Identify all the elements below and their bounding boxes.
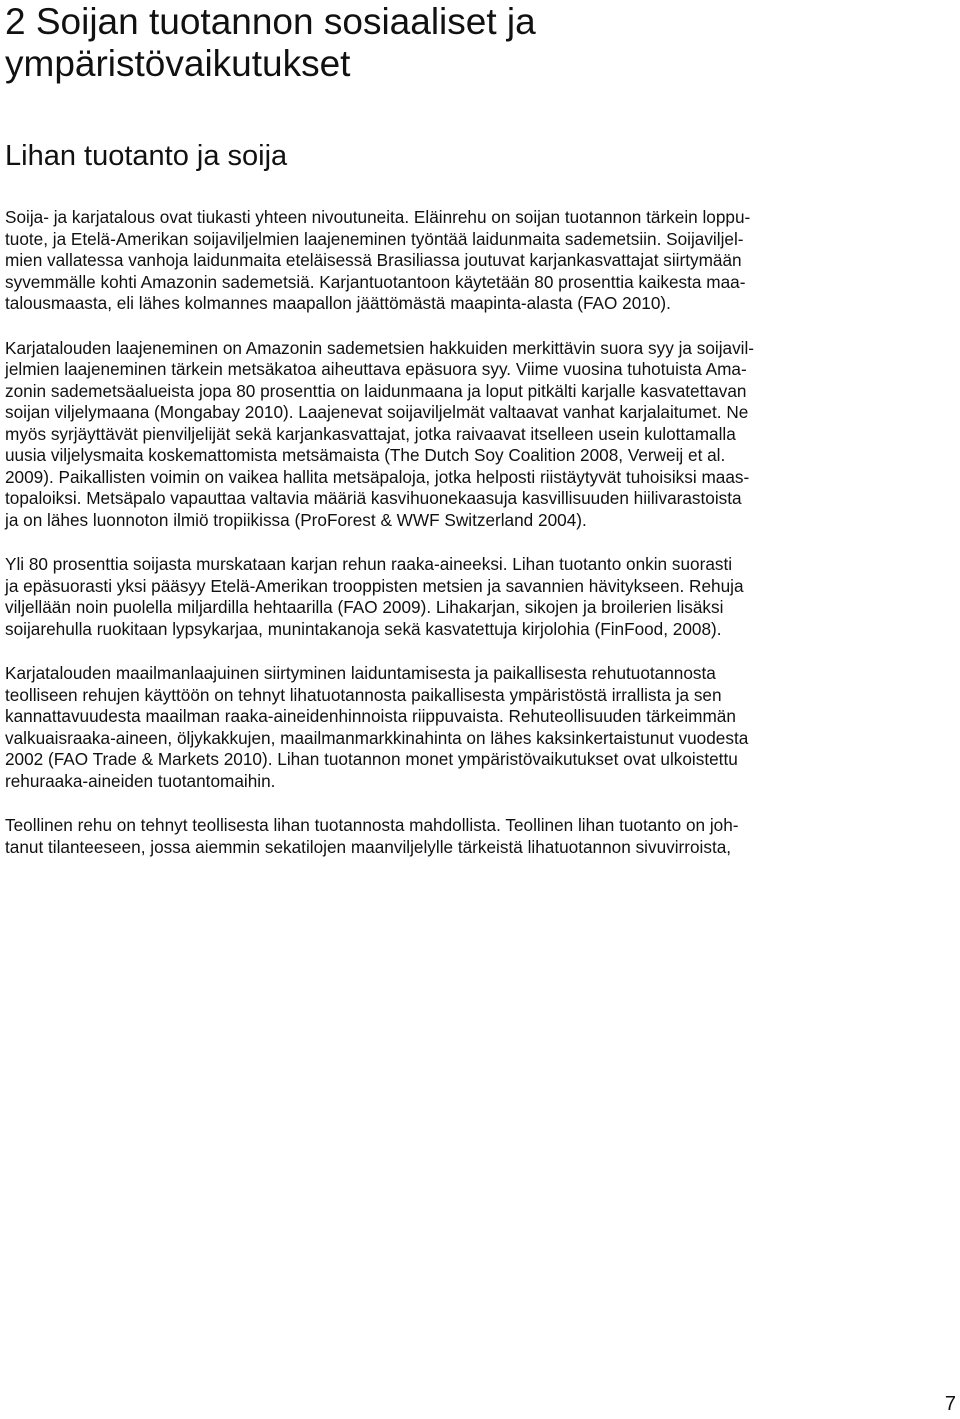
text-line: talousmaasta, eli lähes kolmannes maapallon jäättömästä maapinta-alasta (FAO 2010). [5,293,671,313]
chapter-title [5,1,945,85]
text-line: myös syrjäyttävät pienviljelijät sekä karjankasvattajat, jotka raivaavat itselleen usein kulottamalla [5,423,736,444]
paragraph-1 [5,207,953,315]
text-line: tuote, ja Etelä-Amerikan soijaviljelmien laajeneminen työntää laidunmaita sademetsiin. Soijaviljel- [5,228,744,249]
text-line: Yli 80 prosenttia soijasta murskataan karjan rehun raaka-aineeksi. Lihan tuotanto onkin suorasti [5,554,733,574]
text-line: kannattavuudesta maailman raaka-aineidenhinnoista riippuvaista. Rehuteollisuuden tärkeimmän [5,706,736,726]
paragraph-3 [5,554,953,640]
text-line: rehuraaka-aineiden tuotantomaihin. [5,770,276,791]
text-line: ja on lähes luonnoton ilmiö tropiikissa (ProForest & WWF Switzerland 2004). [5,509,587,530]
paragraph-2 [5,338,953,532]
text-line: jelmien laajeneminen tärkein metsäkatoa aiheuttava epäsuora syy. Viime vuosina tuhotuista Ama- [5,359,747,379]
text-line: viljellään noin puolella miljardilla hehtaarilla (FAO 2009). Lihakarjan, sikojen ja broilerien lisäksi [5,597,724,617]
section-title: Lihan tuotanto ja soija [5,140,288,172]
text-line: Teollinen rehu on tehnyt teollisesta lihan tuotannosta mahdollista. Teollinen lihan tuotanto on joh- [5,815,739,835]
text-line: zonin sademetsäalueista jopa 80 prosenttia on laidunmaana ja loput pitkälti karjalle kasvatettavan [5,380,747,401]
text-line: soijan viljelymaana (Mongabay 2010). Laajenevat soijaviljelmät valtaavat vanhat karjalaitumet. Ne [5,402,749,422]
body-text [5,207,953,881]
chapter-title-line: ympäristövaikutukset [5,43,351,84]
text-line: ja epäsuorasti yksi pääsyy Etelä-Amerikan trooppisten metsien ja savannien hävitykseen. Rehuja [5,575,744,596]
text-line: Karjatalouden laajeneminen on Amazonin sademetsien hakkuiden merkittävin suora syy ja soijavil- [5,337,755,358]
text-line: mien vallatessa vanhoja laidunmaita eteläisessä Brasiliassa joutuvat karjankasvattajat siirtymään [5,250,742,270]
paragraph-5 [5,815,953,858]
text-line: syvemmälle kohti Amazonin sademetsiä. Karjantuotantoon käytetään 80 prosenttia kaikesta maa- [5,271,746,292]
text-line: teolliseen rehujen käyttöön on tehnyt lihatuotannosta paikallisesta ympäristöstä irrallista ja sen [5,684,722,705]
text-line: valkuaisraaka-aineen, öljykakkujen, maailmanmarkkinahinta on lähes kaksinkertaistunut vuodesta [5,727,749,748]
text-line: tanut tilanteeseen, jossa aiemmin sekatilojen maanviljelylle tärkeistä lihatuotannon sivuvirroista, [5,836,732,857]
page-number: 7 [944,1393,956,1415]
text-line: uusia viljelysmaita koskemattomista metsämaista (The Dutch Soy Coalition 2008, Verweij et al. [5,445,726,465]
text-line: Karjatalouden maailmanlaajuinen siirtyminen laiduntamisesta ja paikallisesta rehutuotannosta [5,663,716,683]
text-line: topaloiksi. Metsäpalo vapauttaa valtavia määriä kasvihuonekaasuja kasvillisuuden hiilivarastoista [5,488,742,508]
text-line: soijarehulla ruokitaan lypsykarjaa, munintakanoja sekä kasvatettuja kirjolohia (FinFood, 2008). [5,618,722,639]
text-line: 2002 (FAO Trade & Markets 2010). Lihan tuotannon monet ympäristövaikutukset ovat ulkoistettu [5,749,738,769]
chapter-title-line: 2 Soijan tuotannon sosiaaliset ja [5,1,536,42]
paragraph-4 [5,663,953,792]
text-line: Soija- ja karjatalous ovat tiukasti yhteen nivoutuneita. Eläinrehu on soijan tuotannon tärkein loppu- [5,207,751,227]
text-line: 2009). Paikallisten voimin on vaikea hallita metsäpaloja, jotka helposti riistäytyvät tuhoisiksi maas- [5,466,750,487]
